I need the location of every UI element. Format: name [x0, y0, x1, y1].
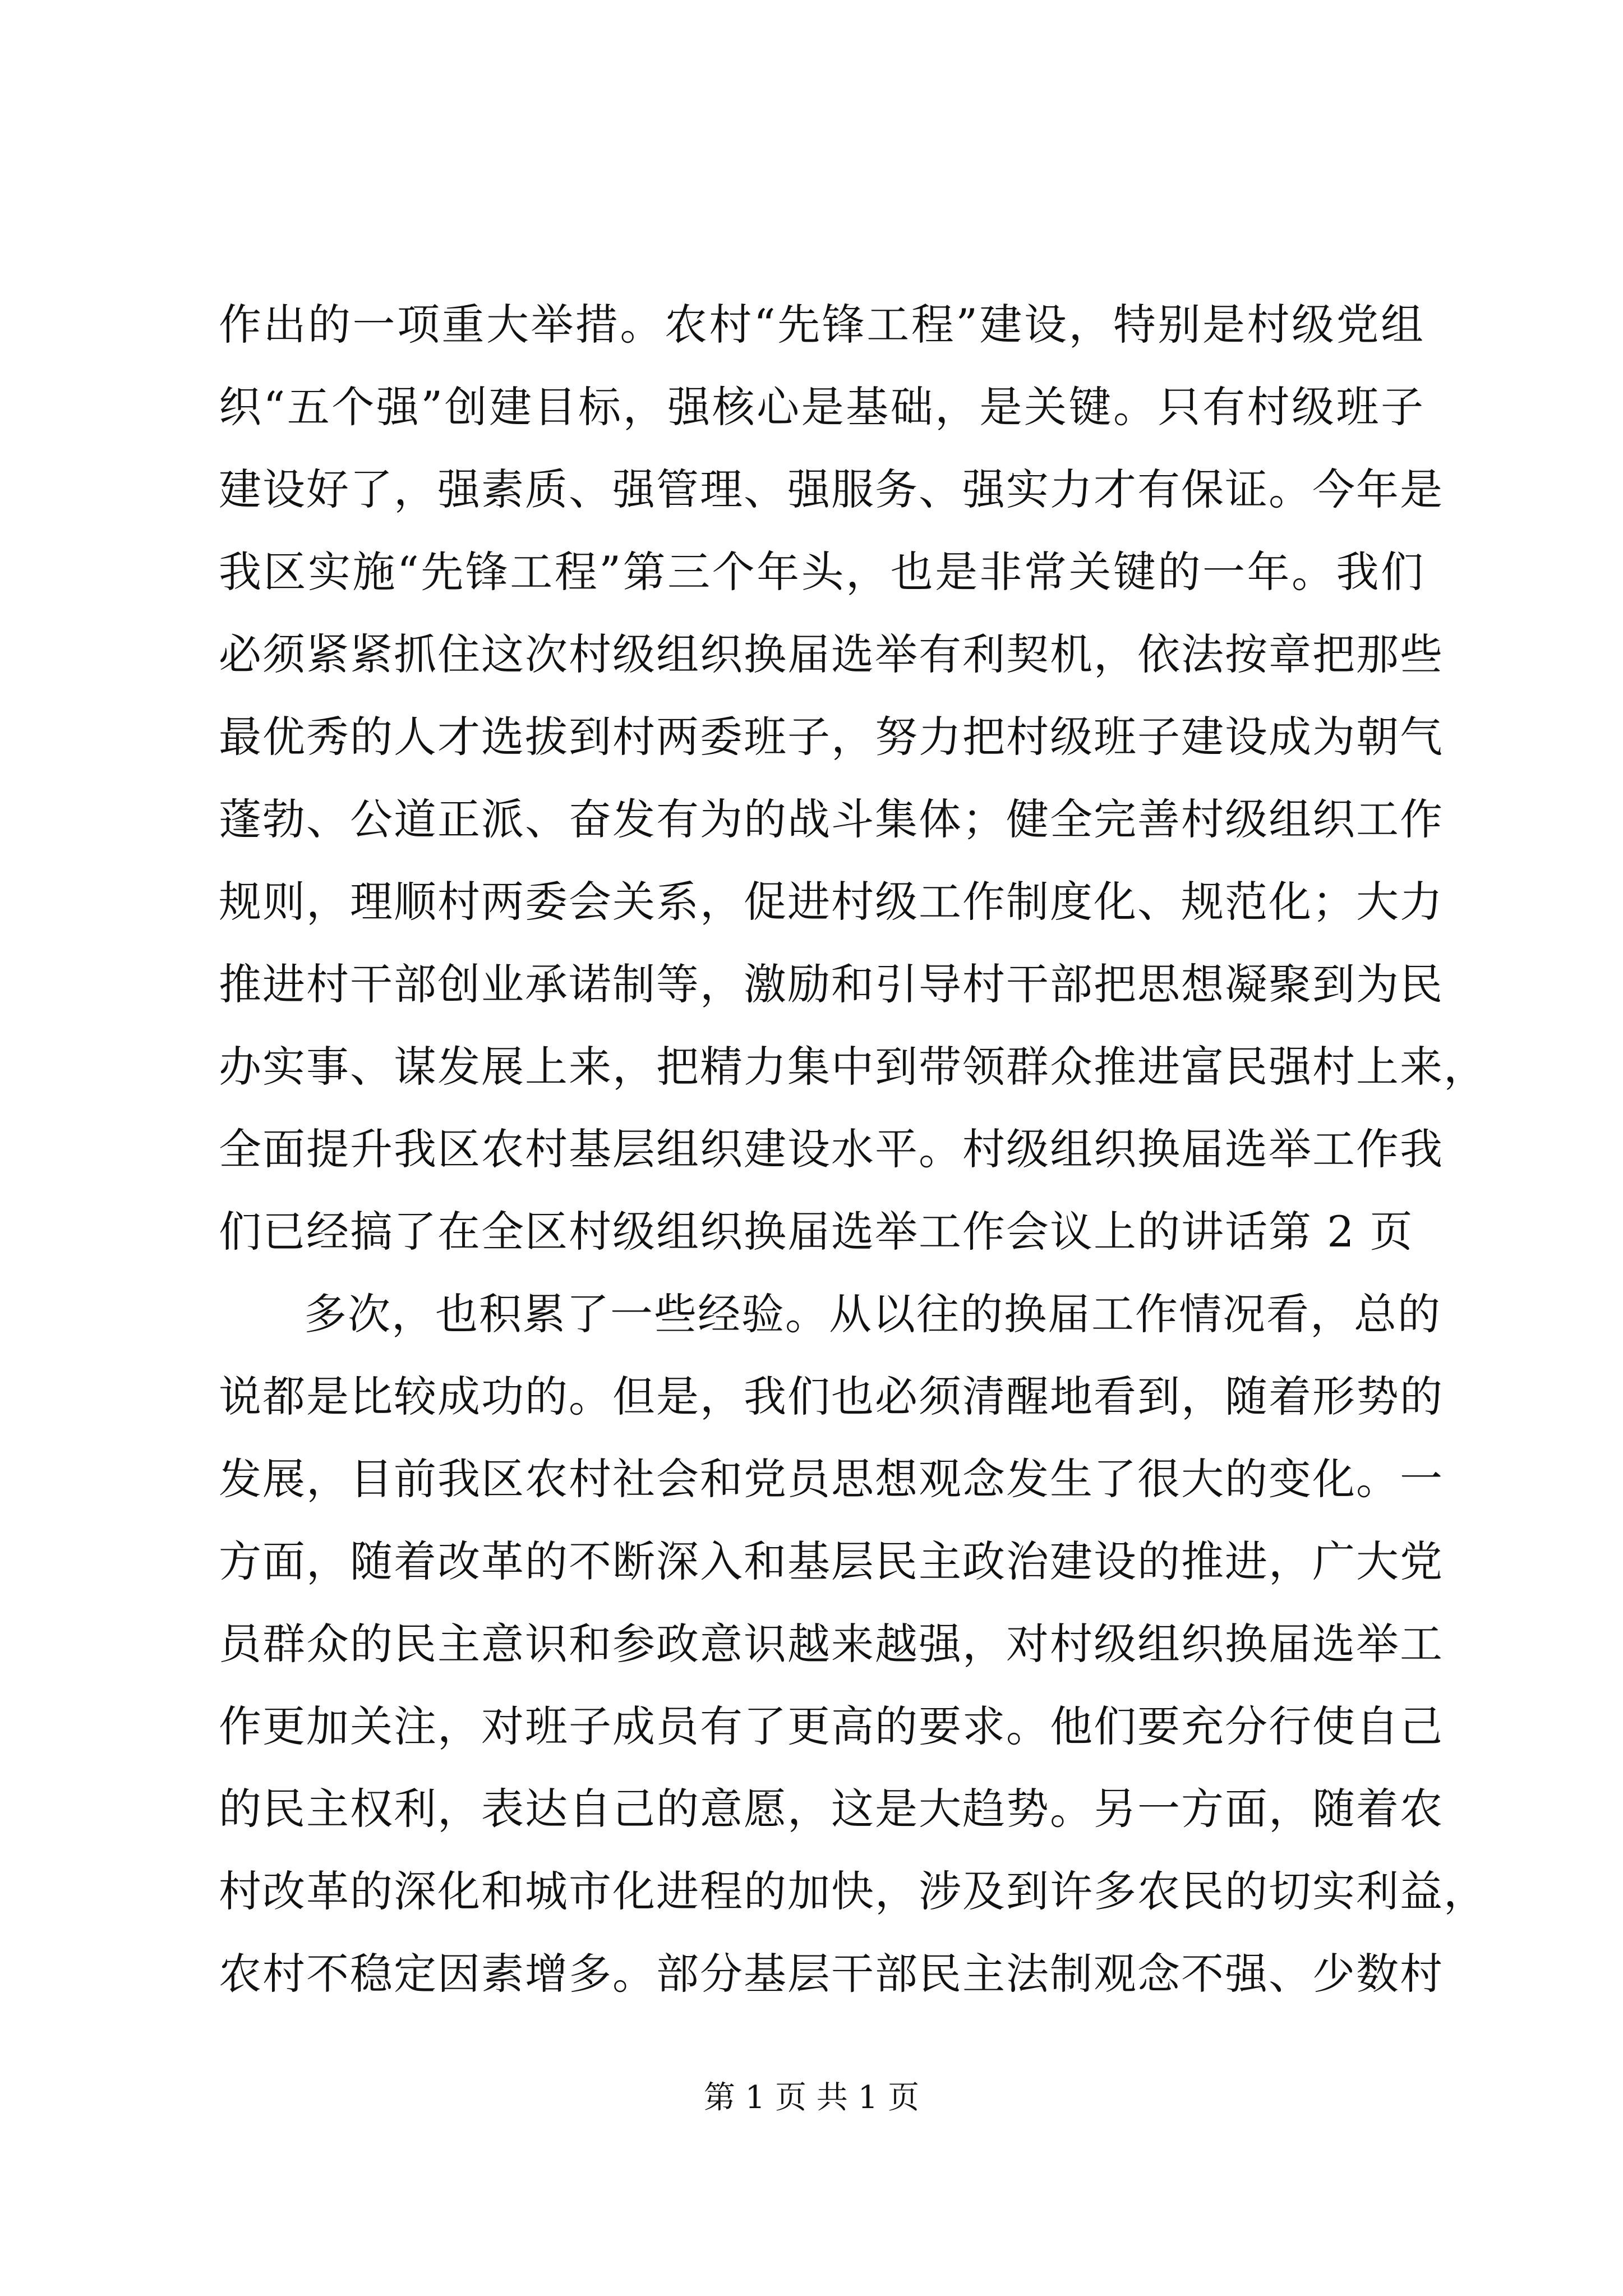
text-line: 说都是比较成功的。但是，我们也必须清醒地看到，随着形势的 — [219, 1372, 1444, 1421]
page-number-label: 第 1 页 共 1 页 — [703, 2079, 920, 2116]
text-line: 全面提升我区农村基层组织建设水平。村级组织换届选举工作我 — [219, 1124, 1444, 1174]
text-line: 的民主权利，表达自己的意愿，这是大趋势。另一方面，随着农 — [219, 1784, 1444, 1834]
text-line: 员群众的民主意识和参政意识越来越强，对村级组织换届选举工 — [219, 1619, 1444, 1669]
text-line: 办实事、谋发展上来，把精力集中到带领群众推进富民强村上来， — [219, 1042, 1487, 1092]
text-line: 村改革的深化和城市化进程的加快，涉及到许多农民的切实利益， — [219, 1866, 1487, 1916]
text-line: 们已经搞了在全区村级组织换届选举工作会议上的讲话第 2 页 — [219, 1207, 1414, 1257]
text-line: 织“五个强”创建目标，强核心是基础，是关键。只有村级班子 — [219, 382, 1424, 432]
text-line: 建设好了，强素质、强管理、强服务、强实力才有保证。今年是 — [219, 464, 1444, 514]
text-line: 方面，随着改革的不断深入和基层民主政治建设的推进，广大党 — [219, 1536, 1444, 1586]
text-line: 规则，理顺村两委会关系，促进村级工作制度化、规范化；大力 — [219, 877, 1444, 927]
document-body — [219, 283, 1487, 2015]
text-line: 作出的一项重大举措。农村“先锋工程”建设，特别是村级党组 — [219, 300, 1424, 349]
text-line: 必须紧紧抓住这次村级组织换届选举有利契机，依法按章把那些 — [219, 629, 1444, 679]
text-line: 农村不稳定因素增多。部分基层干部民主法制观念不强、少数村 — [219, 1949, 1444, 1999]
text-line: 蓬勃、公道正派、奋发有为的战斗集体；健全完善村级组织工作 — [219, 794, 1444, 844]
text-line: 推进村干部创业承诺制等，激励和引导村干部把思想凝聚到为民 — [219, 959, 1444, 1009]
text-line: 发展，目前我区农村社会和党员思想观念发生了很大的变化。一 — [219, 1454, 1444, 1504]
text-line-paragraph-start: 多次，也积累了一些经验。从以往的换届工作情况看，总的 — [304, 1289, 1441, 1339]
text-line: 作更加关注，对班子成员有了更高的要求。他们要充分行使自己 — [219, 1701, 1444, 1751]
page-footer — [0, 2076, 1623, 2120]
text-line: 最优秀的人才选拔到村两委班子，努力把村级班子建设成为朝气 — [219, 712, 1444, 762]
text-line: 我区实施“先锋工程”第三个年头，也是非常关键的一年。我们 — [219, 547, 1424, 597]
